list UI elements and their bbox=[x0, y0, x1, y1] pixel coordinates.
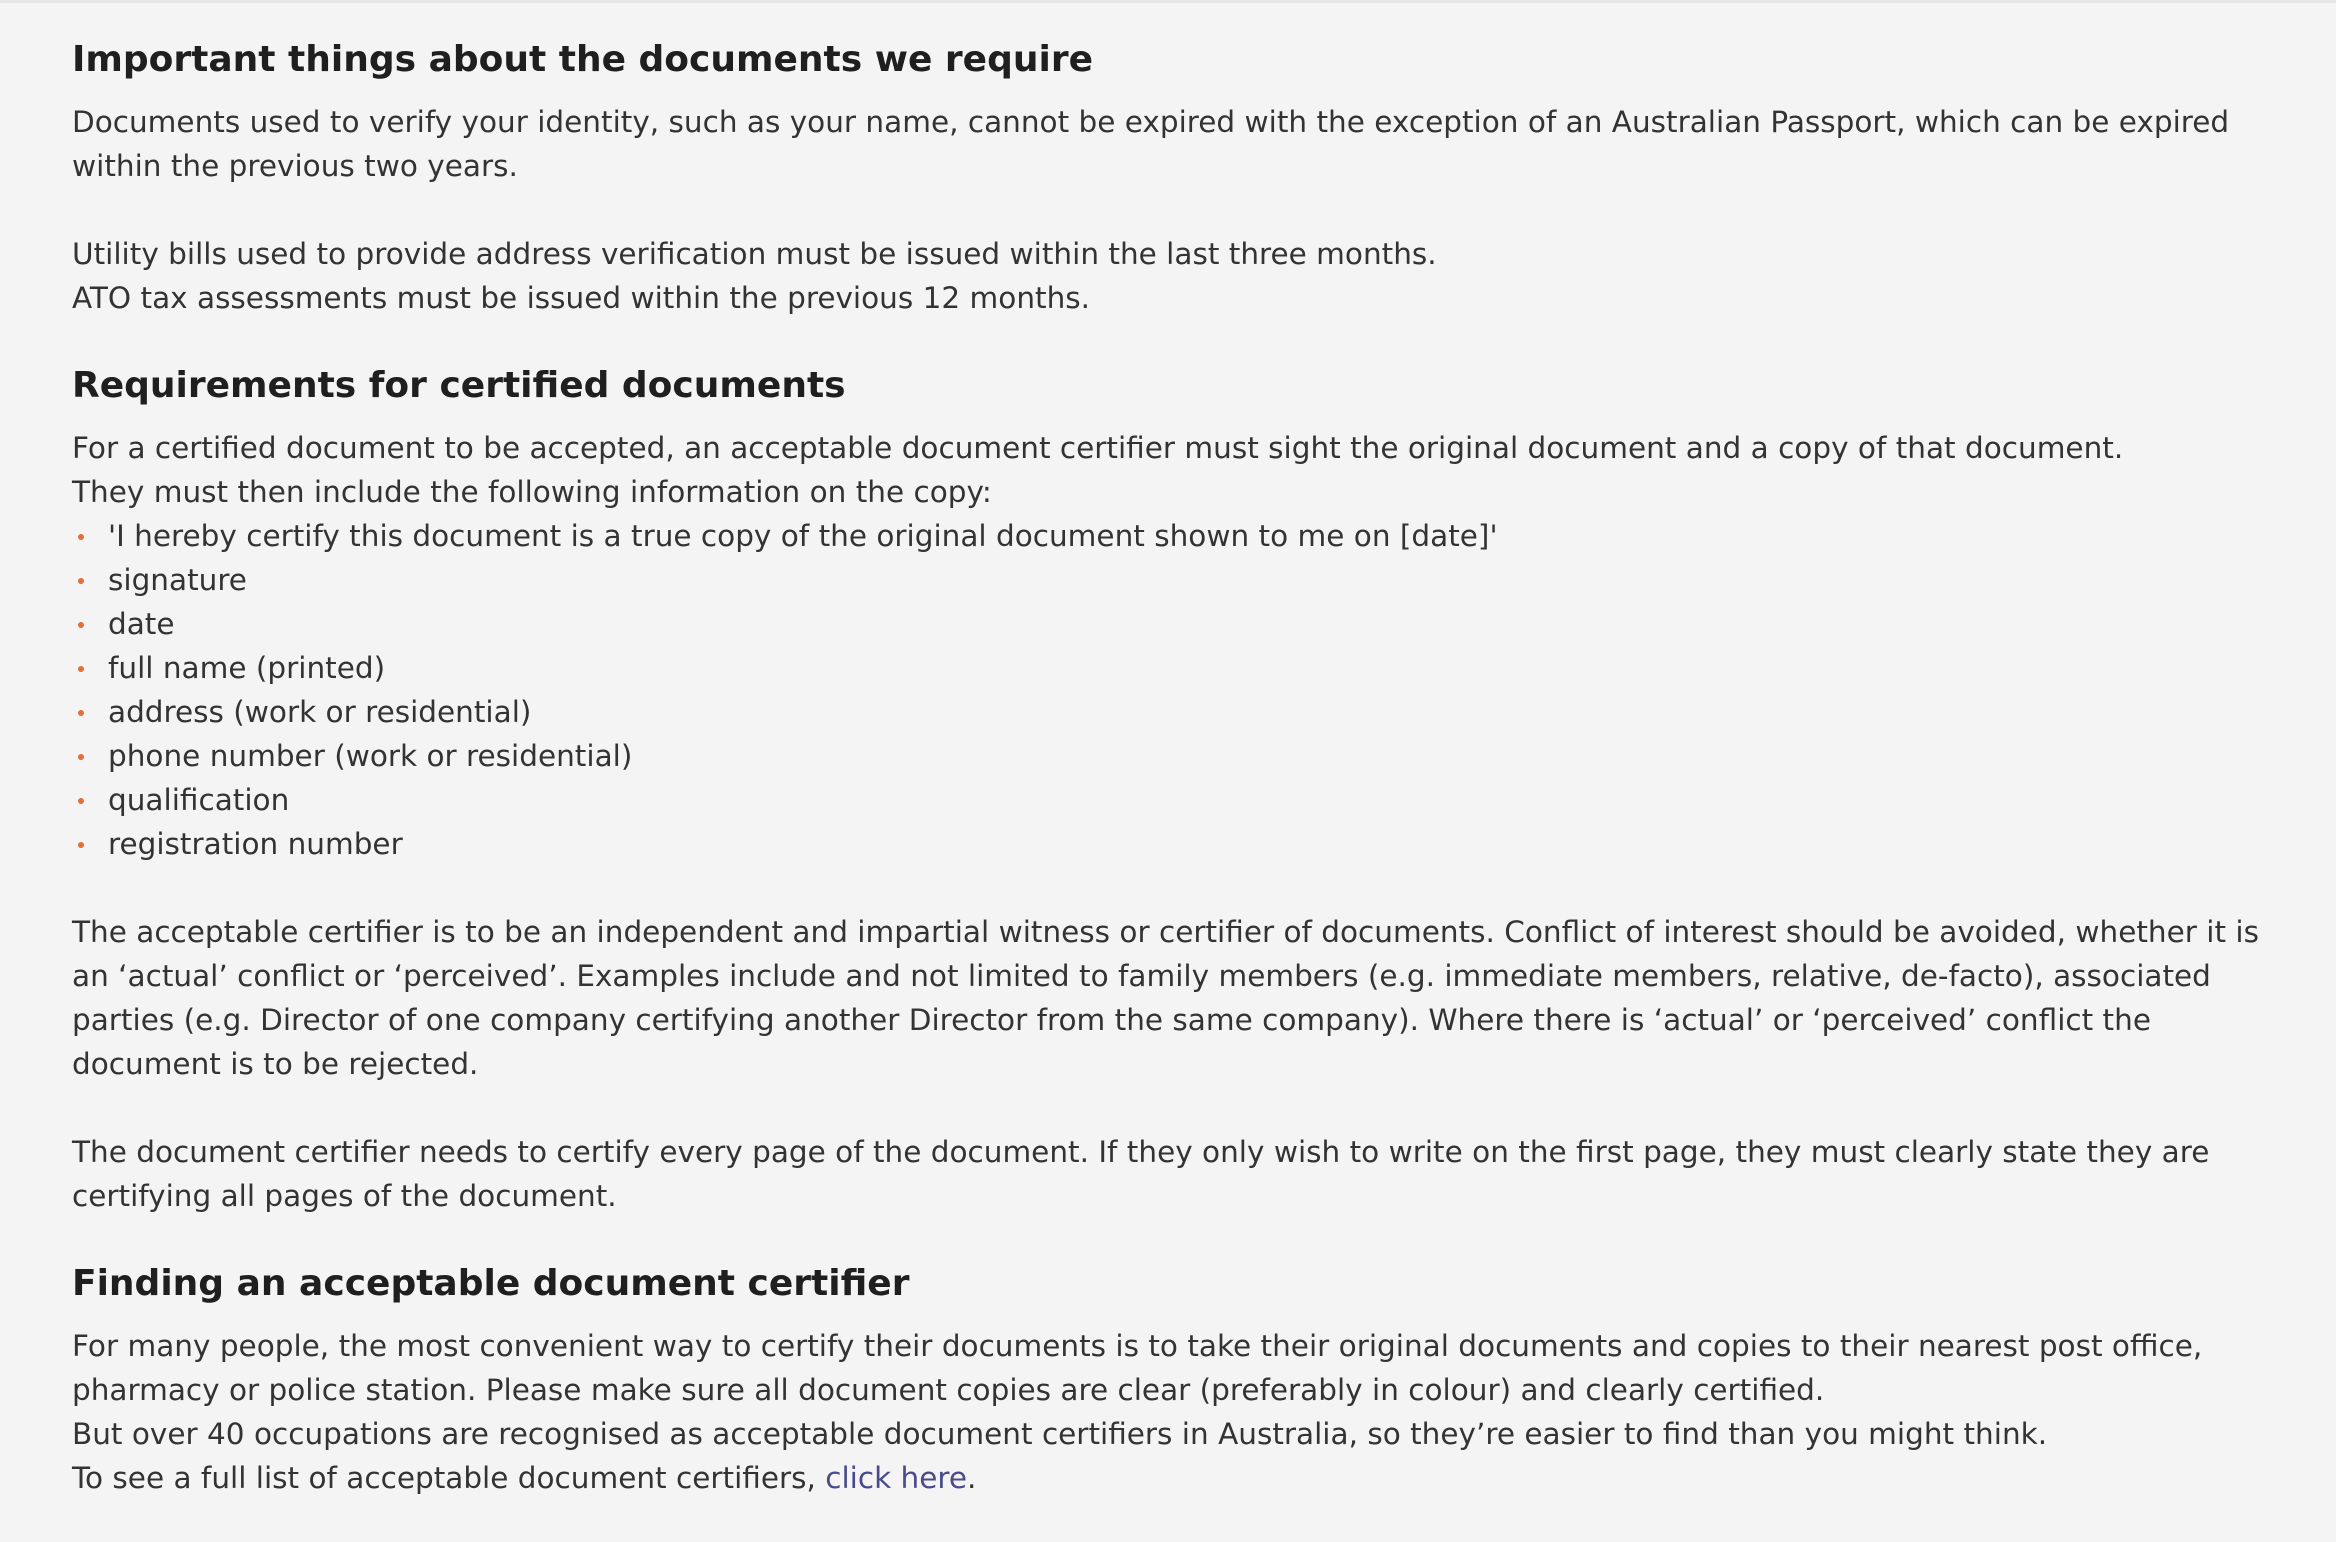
top-divider bbox=[0, 0, 2336, 3]
list-item-text: date bbox=[108, 607, 175, 641]
paragraph-conflict-of-interest: The acceptable certifier is to be an independent and impartial witness or certifier of documents. Conflict of interest should be avoided, whether it is an ‘actual’ conflict or ‘perceived’. Examples include and not limited to family members (e.g. immediate members, relative, de-facto), associated parties (e.g. Director of one company certifying another Director from the same company). Where there is ‘actual’ or ‘perceived’ conflict the document is to be rejected. bbox=[72, 915, 2259, 1081]
list-item-text: qualification bbox=[108, 783, 290, 817]
heading-finding-certifier: Finding an acceptable document certifier bbox=[72, 1263, 910, 1304]
bullet-icon bbox=[78, 710, 84, 716]
heading-important-things: Important things about the documents we require bbox=[72, 39, 1094, 80]
full-list-prefix: To see a full list of acceptable document certifiers, bbox=[72, 1461, 826, 1495]
list-item-text: 'I hereby certify this document is a true copy of the original document shown to me on [date]' bbox=[108, 519, 1498, 553]
list-item-text: full name (printed) bbox=[108, 651, 386, 685]
paragraph-identity-expiry: Documents used to verify your identity, such as your name, cannot be expired with the exception of an Australian Passport, which can be expired within the previous two years. bbox=[72, 105, 2230, 183]
bullet-icon bbox=[78, 798, 84, 804]
list-item bbox=[72, 602, 2264, 646]
list-item-text: signature bbox=[108, 563, 247, 597]
list-item bbox=[72, 690, 2264, 734]
full-list-suffix: . bbox=[967, 1461, 977, 1495]
heading-certified-requirements: Requirements for certified documents bbox=[72, 365, 846, 406]
bullet-icon bbox=[78, 842, 84, 848]
click-here-link[interactable]: click here bbox=[825, 1461, 968, 1495]
list-item bbox=[72, 514, 2264, 558]
bullet-icon bbox=[78, 666, 84, 672]
list-item bbox=[72, 734, 2264, 778]
bullet-icon bbox=[78, 622, 84, 628]
list-item bbox=[72, 778, 2264, 822]
paragraph-certifier-intro: For a certified document to be accepted, an acceptable document certifier must sight the original document and a copy of that document. bbox=[72, 431, 2124, 465]
list-item-text: address (work or residential) bbox=[108, 695, 532, 729]
bullet-icon bbox=[78, 578, 84, 584]
paragraph-occupations: But over 40 occupations are recognised as acceptable document certifiers in Australia, so they’re easier to find than you might think. bbox=[72, 1417, 2048, 1451]
list-item bbox=[72, 822, 2264, 866]
certification-requirements-list bbox=[72, 514, 2264, 866]
paragraph-utility-bills: Utility bills used to provide address verification must be issued within the last three months. bbox=[72, 237, 1437, 271]
list-item bbox=[72, 646, 2264, 690]
paragraph-full-list bbox=[72, 1456, 2264, 1500]
bullet-icon bbox=[78, 534, 84, 540]
paragraph-certifier-include: They must then include the following information on the copy: bbox=[72, 475, 992, 509]
list-item bbox=[72, 558, 2264, 602]
list-item-text: registration number bbox=[108, 827, 403, 861]
list-item-text: phone number (work or residential) bbox=[108, 739, 633, 773]
bullet-icon bbox=[78, 754, 84, 760]
paragraph-certify-every-page: The document certifier needs to certify every page of the document. If they only wish to write on the first page, they must clearly state they are certifying all pages of the document. bbox=[72, 1135, 2210, 1213]
paragraph-ato-tax: ATO tax assessments must be issued within the previous 12 months. bbox=[72, 281, 1091, 315]
paragraph-convenient-way: For many people, the most convenient way to certify their documents is to take their original documents and copies to their nearest post office, pharmacy or police station. Please make sure all document copies are clear (preferably in colour) and clearly certified. bbox=[72, 1329, 2203, 1407]
